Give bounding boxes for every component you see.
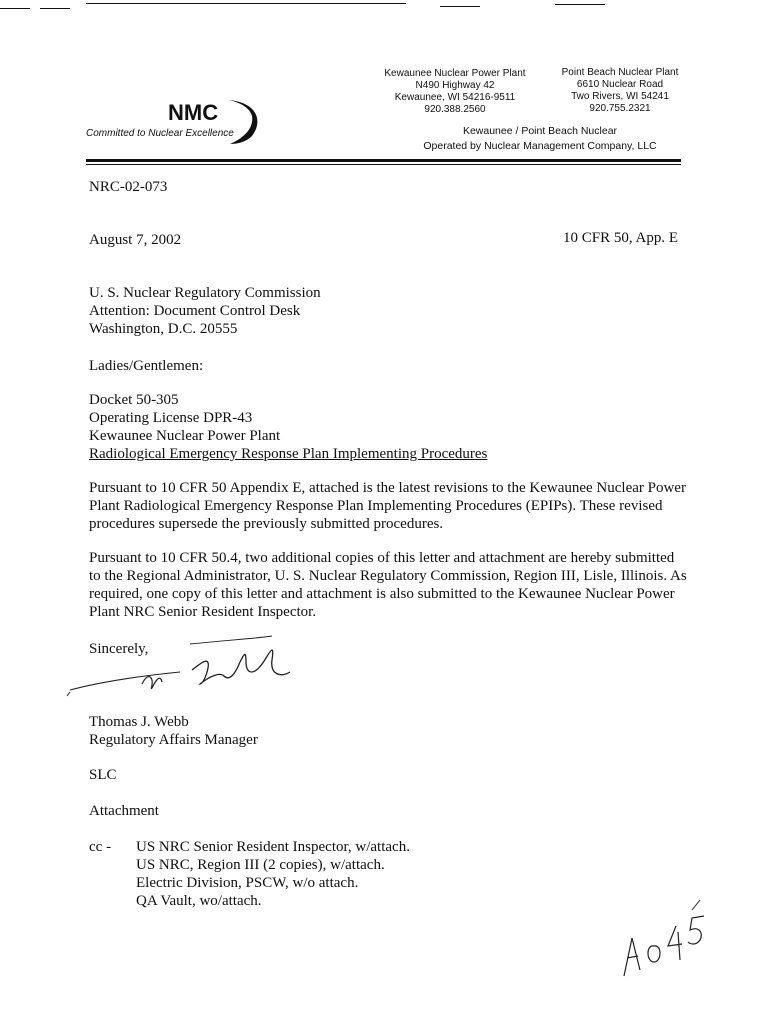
signer-block <box>89 713 258 749</box>
cc-list <box>136 838 410 910</box>
paragraph-line: required, one copy of this letter and attachment is also submitted to the Kewaunee Nuclear Power <box>89 586 675 602</box>
paragraph-line: procedures supersede the previously submitted procedures. <box>89 516 444 532</box>
paragraph-line: Plant NRC Senior Resident Inspector. <box>89 604 317 620</box>
paragraph-line: to the Regional Administrator, U. S. Nuclear Regulatory Commission, Region III, Lisle, Illinois. As <box>89 568 687 584</box>
cc-label: cc - <box>89 839 112 855</box>
scan-edge-line <box>86 3 406 4</box>
operator-info <box>410 124 670 154</box>
subject-line: Docket 50-305 <box>89 392 179 408</box>
address-line: 6610 Nuclear Road <box>576 79 664 90</box>
paragraph-line: Pursuant to 10 CFR 50 Appendix E, attached is the latest revisions to the Kewaunee Nuclear Power <box>89 480 686 496</box>
paragraph-1 <box>89 479 686 533</box>
recipient-line: Attention: Document Control Desk <box>89 303 301 319</box>
recipient-line: Washington, D.C. 20555 <box>89 321 238 337</box>
address-line: Kewaunee, WI 54216-9511 <box>394 92 516 103</box>
closing: Sincerely, <box>89 641 149 657</box>
salutation: Ladies/Gentlemen: <box>89 358 204 374</box>
reference-number: NRC-02-073 <box>89 179 168 195</box>
subject-block <box>89 391 487 463</box>
recipient-line: U. S. Nuclear Regulatory Commission <box>89 285 321 301</box>
scan-edge-line <box>440 6 480 7</box>
regulation-reference: 10 CFR 50, App. E <box>563 230 679 246</box>
signer-name: Thomas J. Webb <box>89 714 189 730</box>
letterhead-rule <box>86 159 681 162</box>
cc-item: US NRC, Region III (2 copies), w/attach. <box>136 857 385 873</box>
letterhead-rule-thin <box>86 164 681 165</box>
paragraph-line: Plant Radiological Emergency Response Plan Implementing Procedures (EPIPs). These revised <box>89 498 663 514</box>
address-line: N490 Highway 42 <box>415 80 495 91</box>
signer-title: Regulatory Affairs Manager <box>89 732 258 748</box>
paragraph-2 <box>89 549 687 621</box>
subject-title: Radiological Emergency Response Plan Implementing Procedures <box>89 446 488 462</box>
letter-date: August 7, 2002 <box>89 232 182 248</box>
logo-text: NMC <box>168 100 219 125</box>
kewaunee-address <box>370 68 540 116</box>
address-line: 920.388.2560 <box>424 104 486 115</box>
handwritten-signature <box>60 632 300 712</box>
scan-edge-line <box>555 4 605 5</box>
operator-line: Kewaunee / Point Beach Nuclear <box>462 125 618 137</box>
address-line: Kewaunee Nuclear Power Plant <box>384 68 526 79</box>
subject-line: Kewaunee Nuclear Power Plant <box>89 428 281 444</box>
recipient-block <box>89 284 321 338</box>
scan-edge-line <box>40 8 70 9</box>
nmc-logo <box>86 98 266 148</box>
address-line: Point Beach Nuclear Plant <box>561 67 679 78</box>
scan-edge-line <box>0 8 30 9</box>
typist-initials: SLC <box>89 767 117 783</box>
point-beach-address <box>545 67 695 115</box>
operator-line: Operated by Nuclear Management Company, LLC <box>423 140 657 152</box>
handwritten-code-stamp <box>616 896 716 986</box>
cc-item: QA Vault, wo/attach. <box>136 893 262 909</box>
paragraph-line: Pursuant to 10 CFR 50.4, two additional copies of this letter and attachment are hereby submitted <box>89 550 675 566</box>
logo-tagline: Committed to Nuclear Excellence <box>86 128 234 139</box>
cc-item: Electric Division, PSCW, w/o attach. <box>136 875 359 891</box>
attachment-label: Attachment <box>89 803 159 819</box>
cc-item: US NRC Senior Resident Inspector, w/attach. <box>136 839 410 855</box>
address-line: Two Rivers, WI 54241 <box>571 91 669 102</box>
subject-line: Operating License DPR-43 <box>89 410 253 426</box>
address-line: 920.755.2321 <box>589 103 651 114</box>
